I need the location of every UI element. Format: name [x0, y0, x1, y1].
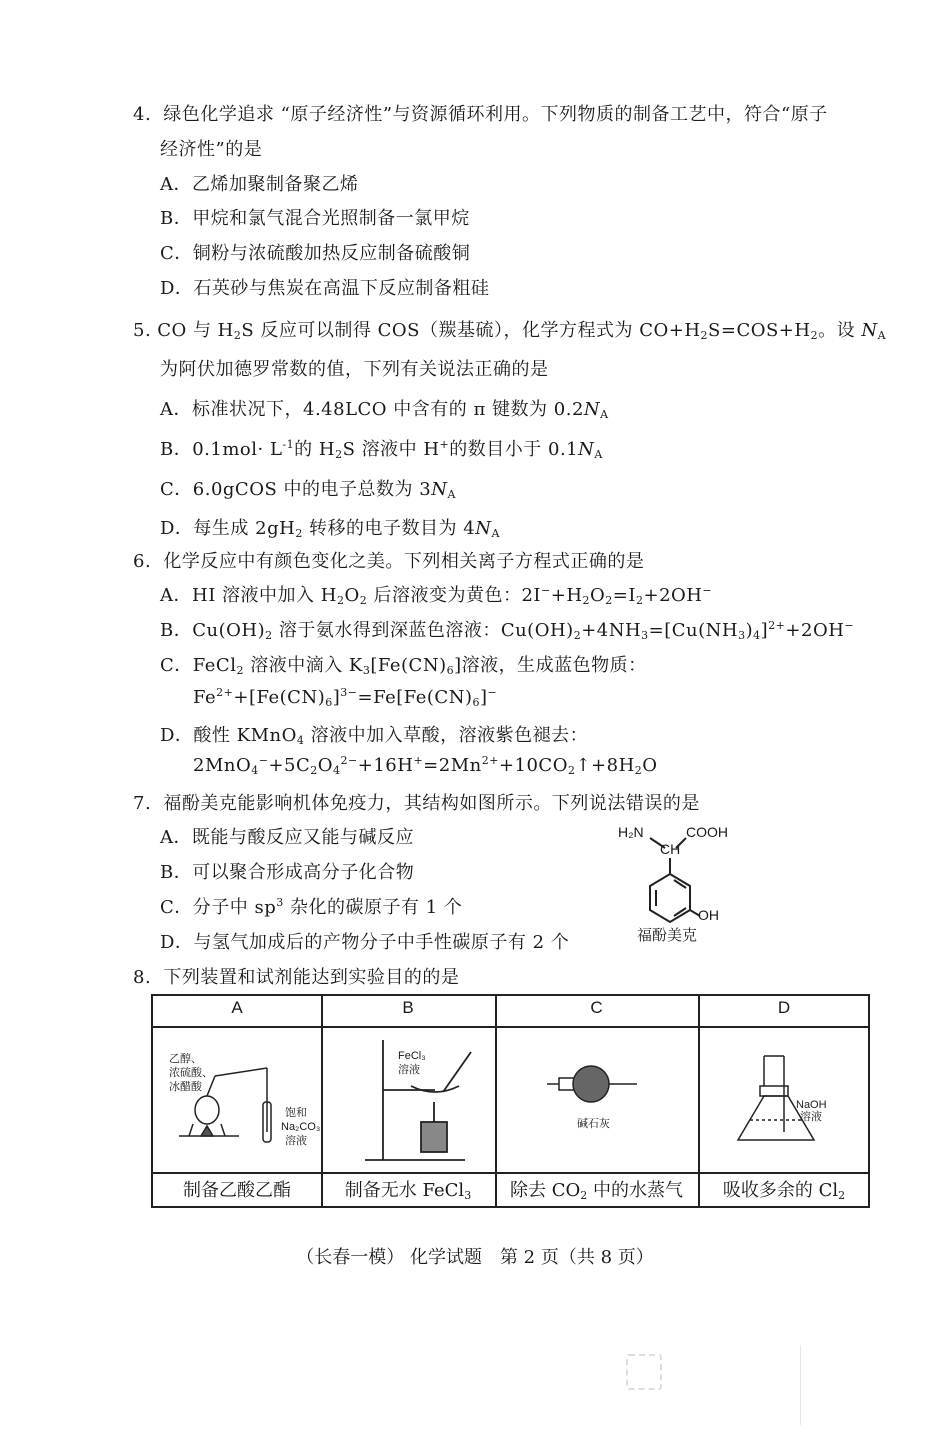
purpose-b: 制备无水 FeCl$_3$: [344, 1180, 472, 1202]
option-text: 甲烷和氯气混合光照制备一氯甲烷: [192, 208, 470, 229]
apparatus-a: [159, 1032, 321, 1170]
option-text: 乙烯加聚制备聚乙烯: [192, 174, 359, 195]
structure-name: 福酚美克: [637, 927, 698, 944]
q4-stem-line2: 经济性”的是: [160, 139, 263, 160]
apparatus-b: [325, 1032, 493, 1170]
q6-option-c-equation: $Fe^{2+}+[Fe(CN)_6]^{3-}=Fe[Fe(CN)_6]^-$: [193, 686, 498, 709]
option-text: 可以聚合形成高分子化合物: [192, 862, 415, 883]
scan-corner-icon: [626, 1354, 662, 1390]
option-label: D．: [160, 932, 194, 953]
q5-option-a: A．标准状况下，4.48LCO 中含有的 π 键数为 $0.2N_A$: [160, 399, 609, 421]
option-text: 既能与酸反应又能与碱反应: [192, 827, 414, 848]
q7-number: 7.: [133, 793, 152, 814]
option-label: B．: [160, 862, 193, 883]
q4-option-d: [160, 274, 489, 300]
structure-oh: OH: [698, 907, 719, 923]
purpose-a: 制备乙酸乙酯: [183, 1180, 291, 1201]
q6-option-a: A．HI 溶液中加入 $H_2O_2$ 后溶液变为黄色：$2I^-+H_2O_2=I_2+2OH^-$: [160, 584, 713, 607]
table-divider: [698, 996, 700, 1206]
table-divider: [495, 996, 497, 1206]
page-footer: （长春一模） 化学试题 第 2 页（共 8 页）: [296, 1247, 654, 1268]
sat-a-line3: 溶液: [285, 1135, 307, 1147]
q6-stem-text: 化学反应中有颜色变化之美。下列相关离子方程式正确的是: [163, 551, 645, 572]
q7-option-b: [160, 858, 414, 884]
table-divider: [321, 996, 323, 1206]
absorption-flask-diagram: [702, 1032, 868, 1170]
option-label: D．: [160, 278, 194, 299]
drying-tube-diagram: [499, 1032, 696, 1170]
reagent-b-line1: FeCl₃: [398, 1050, 426, 1062]
q6-option-c: C．FeCl$_2$ 溶液中滴入 $K_3[Fe(CN)_6]$溶液，生成蓝色物质：: [160, 655, 647, 677]
scan-edge-divider: [800, 1345, 801, 1425]
q4-option-b: [160, 204, 470, 230]
reagent-b-line2: 溶液: [398, 1064, 420, 1076]
q8-number: 8.: [133, 967, 152, 988]
q7-option-a: [160, 823, 414, 849]
reagent-a-line2: 浓硫酸、: [169, 1067, 213, 1079]
q4-stem-line1: 绿色化学追求 “原子经济性”与资源循环利用。下列物质的制备工艺中，符合“原子: [163, 104, 828, 125]
q6-stem: [133, 547, 644, 573]
q4-option-a: [160, 170, 359, 196]
q5-option-b: B．$0.1mol\cdot L^{-1}$的 $H_2S$ 溶液中 H+的数目小于 $0.1N_A$: [160, 438, 603, 461]
option-text: 铜粉与浓硫酸加热反应制备硫酸铜: [192, 243, 471, 264]
q6-option-d: D．酸性 KMnO$_4$ 溶液中加入草酸，溶液紫色褪去：: [160, 725, 589, 747]
q7-option-c: C．分子中 $sp^3$ 杂化的碳原子有 1 个: [160, 896, 463, 918]
fuphenmeike-structure: [612, 822, 752, 950]
table-header-a: A: [231, 998, 243, 1017]
reagent-d-line1: NaOH: [796, 1099, 827, 1111]
option-text: 与氢气加成后的产物分子中手性碳原子有 2 个: [193, 932, 570, 953]
q5-stem-line1: 5. CO 与 $H_2S$ 反应可以制得 COS（羰基硫），化学方程式为 $CO+H_2S=COS+H_2$。设 $N_A$: [133, 320, 887, 342]
apparatus-c: [499, 1032, 696, 1170]
table-divider: [153, 1172, 868, 1174]
q4-number: 4.: [133, 104, 152, 125]
option-label: A．: [160, 174, 192, 195]
option-text: 石英砂与焦炭在高温下反应制备粗硅: [193, 278, 490, 299]
reagent-c: 碱石灰: [577, 1118, 610, 1130]
q5-number: 5.: [133, 320, 152, 341]
structure-cooh: COOH: [686, 824, 728, 840]
table-header-d: D: [777, 998, 791, 1017]
option-label: C．: [160, 243, 193, 264]
apparatus-table: [151, 994, 870, 1208]
table-header-c: C: [590, 998, 603, 1017]
reagent-a-line3: 冰醋酸: [169, 1081, 202, 1093]
q6-number: 6.: [133, 551, 152, 572]
q5-option-d: D．每生成 $2gH_2$ 转移的电子数目为 $4N_A$: [160, 518, 500, 540]
q5-option-c: C．6.0gCOS 中的电子总数为 $3N_A$: [160, 479, 456, 501]
q8-stem-text: 下列装置和试剂能达到实验目的的是: [163, 967, 460, 988]
reagent-a-line1: 乙醇、: [169, 1053, 202, 1065]
q7-stem-text: 福酚美克能影响机体免疫力，其结构如图所示。下列说法错误的是: [163, 793, 700, 814]
q6-option-b: B．$Cu(OH)_2$ 溶于氨水得到深蓝色溶液：$Cu(OH)_2+4NH_3=[Cu(NH_3)_4]^{2+}+2OH^-$: [160, 619, 855, 642]
structure-h2n: H₂N: [618, 824, 644, 840]
structure-ch: CH: [660, 841, 681, 857]
q6-option-d-equation: $2MnO_4^-+5C_2O_4^{2-}+16H^+=2Mn^{2+}+10CO_2↑+8H_2O$: [193, 754, 658, 777]
table-header-b: B: [402, 998, 414, 1017]
apparatus-d: [702, 1032, 868, 1170]
q4-stem: [133, 100, 828, 126]
q4-option-c: [160, 239, 470, 265]
option-label: B．: [160, 208, 193, 229]
sat-a-line2: Na₂CO₃: [281, 1121, 321, 1133]
purpose-d: 吸收多余的 $Cl_2$: [722, 1180, 846, 1202]
q8-stem: [133, 963, 459, 989]
purpose-c: 除去 $CO_2$ 中的水蒸气: [510, 1180, 683, 1202]
q5-stem-line2: 为阿伏加德罗常数的值，下列有关说法正确的是: [160, 359, 549, 380]
sat-a-line1: 饱和: [285, 1107, 307, 1119]
option-label: A．: [160, 827, 192, 848]
q7-option-d: [160, 928, 569, 954]
q7-stem: [133, 789, 700, 815]
table-divider: [153, 1026, 868, 1028]
reagent-d-line2: 溶液: [800, 1111, 822, 1123]
